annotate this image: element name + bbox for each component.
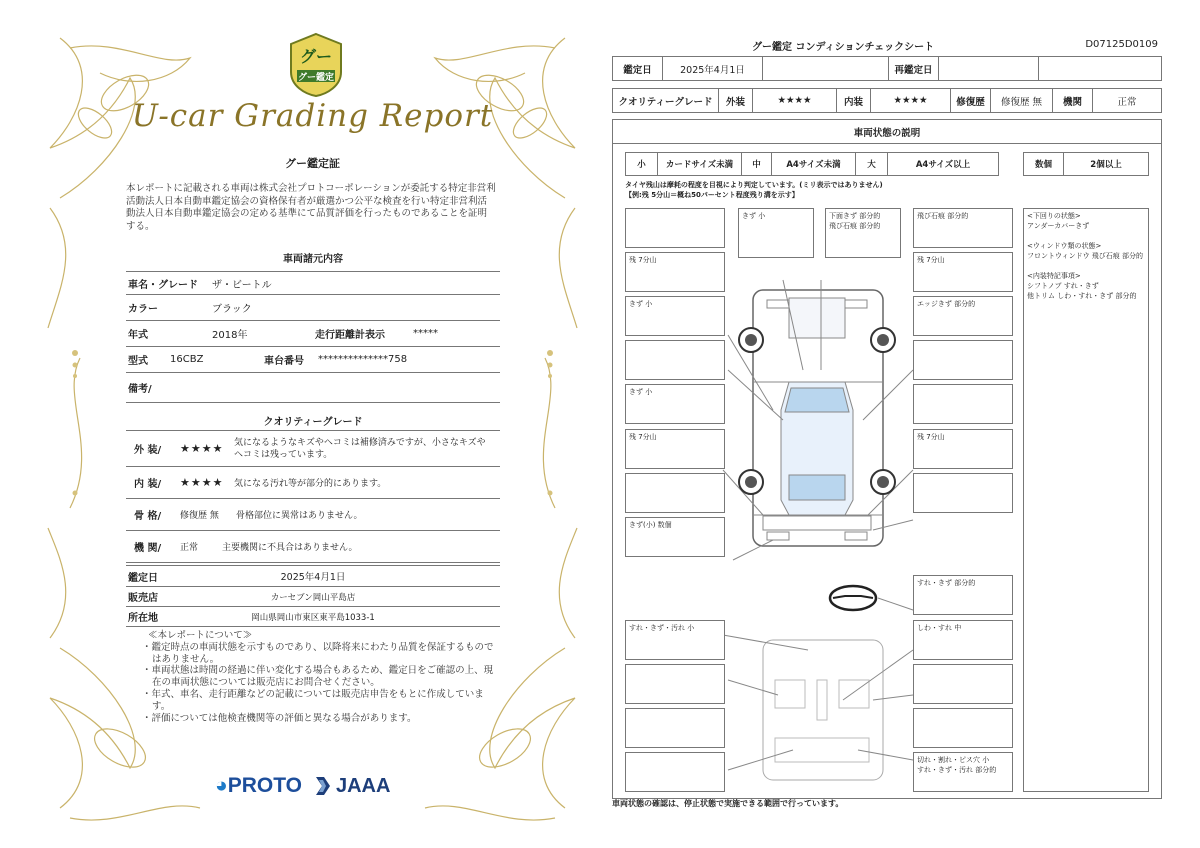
damage-box-left: 残 7分山 — [625, 252, 725, 292]
interior-box-left: すれ・きず・汚れ 小 — [625, 620, 725, 660]
damage-box-top: 飛び石痕 部分的 — [913, 208, 1013, 248]
damage-box-left — [625, 208, 725, 248]
type-value: 16CBZ — [170, 354, 204, 365]
engine-value: 正常 — [180, 543, 199, 553]
size-large-desc: A4サイズ以上 — [915, 160, 971, 170]
year-label: 年式 — [128, 330, 148, 341]
mileage-value: ***** — [413, 328, 438, 339]
reinspect-date-label: 再鑑定日 — [889, 57, 939, 80]
int-stars: ★★★★ — [871, 89, 951, 112]
reinspect-date-blank — [1039, 57, 1161, 80]
damage-box-right — [913, 340, 1013, 380]
size-small-desc: カードサイズ未満 — [658, 153, 742, 175]
sheet-footer: 車両状態の確認は、停止状態で実施できる範囲で行っています。 — [612, 799, 844, 808]
address-row — [126, 607, 500, 627]
sheet-title: グー鑑定 コンディションチェックシート — [752, 42, 935, 53]
exterior-label: 外 装/ — [134, 445, 162, 456]
count-desc: 2個以上 — [1090, 160, 1122, 170]
interior-box-left — [625, 708, 725, 748]
shop-row — [126, 587, 500, 607]
notes-heading: ≪本レポートについて≫ — [148, 630, 253, 641]
engine-label: 機関 — [1053, 89, 1093, 112]
tire-note-2: 【例:残 5分山＝概ね50パーセント程度残り溝を示す】 — [625, 191, 799, 199]
inspect-date-value: 2025年4月1日 — [663, 57, 763, 80]
frame-row — [126, 499, 500, 531]
damage-box-right — [913, 384, 1013, 424]
dates-table — [612, 56, 1162, 81]
damage-box-right: 残 7分山 — [913, 429, 1013, 469]
inspection-date-row — [126, 565, 500, 587]
goo-kantei-badge-icon — [287, 32, 345, 98]
note-item: ・車両状態は時間の経過に伴い変化する場合もあるため、鑑定日をご確認の上、現在の車両状態については販売店にお問合せください。 — [142, 665, 494, 689]
damage-box-left: 残 7分山 — [625, 429, 725, 469]
model-label: 車名・グレード — [128, 279, 198, 291]
size-mid-label: 中 — [742, 153, 772, 175]
footer-logos — [215, 771, 415, 801]
ext-stars: ★★★★ — [753, 89, 837, 112]
condition-heading: 車両状態の説明 — [613, 120, 1161, 144]
jaaa-logo-text: JAAA — [335, 774, 391, 797]
inspect-date-label: 鑑定日 — [613, 57, 663, 80]
reinspect-date-value — [939, 57, 1039, 80]
proto-logo-text: PROTO — [227, 774, 302, 797]
chassis-value: **************758 — [318, 354, 408, 365]
sheet-code: D07125D0109 — [1085, 39, 1158, 50]
engine-desc: 主要機関に不具合はありません。 — [222, 543, 358, 553]
proto-logo — [215, 774, 302, 798]
inspection-date-label: 鑑定日 — [128, 572, 158, 584]
remarks-row — [126, 373, 500, 403]
color-row — [126, 295, 500, 321]
engine-label: 機 関/ — [134, 543, 162, 554]
jaaa-mark-icon — [314, 775, 332, 797]
size-mid-desc: A4サイズ未満 — [772, 153, 856, 175]
address-value: 岡山県岡山市東区東平島1033-1 — [251, 612, 375, 623]
exterior-stars: ★★★★ — [180, 442, 224, 455]
color-label: カラー — [128, 304, 158, 315]
damage-box-top: 下面きず 部分的 飛び石痕 部分的 — [825, 208, 901, 258]
inspect-date-blank — [763, 57, 889, 80]
damage-box-left: きず(小) 数個 — [625, 517, 725, 557]
interior-box-left — [625, 664, 725, 704]
repair-value: 修復歴 無 — [991, 89, 1053, 112]
report-notes — [140, 630, 500, 724]
note-item: ・評価については他検査機関等の評価と異なる場合があります。 — [142, 712, 417, 724]
grade-table — [612, 88, 1162, 113]
size-small-label: 小 — [626, 153, 658, 175]
remarks-label: 備考/ — [128, 384, 152, 395]
frame-desc: 骨格部位に異常はありません。 — [236, 511, 363, 521]
damage-box-left — [625, 473, 725, 513]
interior-box-right — [913, 708, 1013, 748]
specs-heading: 車両諸元内容 — [283, 254, 343, 265]
model-value: ザ・ビートル — [212, 279, 272, 291]
damage-box-right: エッジきず 部分的 — [913, 296, 1013, 336]
note-item: ・鑑定時点の車両状態を示すものであり、以降将来にわたり品質を保証するものではありません。 — [142, 641, 494, 665]
report-title: U-car Grading Report — [131, 98, 494, 134]
repair-label: 修復歴 — [951, 89, 991, 112]
grading-certificate — [40, 28, 585, 828]
chassis-label: 車台番号 — [264, 356, 304, 367]
address-label: 所在地 — [128, 613, 158, 624]
frame-value: 修復歴 無 — [180, 511, 219, 521]
jaaa-logo — [314, 775, 390, 798]
damage-box-right: 残 7分山 — [913, 252, 1013, 292]
int-label: 内装 — [837, 89, 871, 112]
interior-stars: ★★★★ — [180, 476, 224, 489]
exterior-desc: 気になるようなキズやヘコミは補修済みですが、小さなキズやヘコミは残っています。 — [234, 437, 486, 460]
frame-label: 骨 格/ — [134, 511, 162, 522]
certificate-subtitle: グー鑑定証 — [285, 157, 340, 170]
interior-desc: 気になる汚れ等が部分的にあります。 — [234, 479, 387, 489]
proto-mark-icon: ◕ — [215, 774, 228, 797]
grade-label: クオリティーグレード — [613, 89, 719, 112]
engine-row — [126, 531, 500, 563]
interior-label: 内 装/ — [134, 479, 162, 490]
mileage-label: 走行距離計表示 — [315, 330, 385, 341]
year-value: 2018年 — [212, 330, 248, 341]
year-row — [126, 321, 500, 347]
engine-value: 正常 — [1117, 96, 1137, 108]
interior-box-right: 切れ・割れ・ピス穴 小 すれ・きず・汚れ 部分的 — [913, 752, 1013, 792]
steering-damage-box: すれ・きず 部分的 — [913, 575, 1013, 615]
interior-row — [126, 467, 500, 499]
badge-text: グー鑑定 — [297, 73, 335, 83]
certificate-intro: 本レポートに記載される車両は株式会社プロトコーポレーションが委託する特定非営利活動法人日本自動車鑑定協会の資格保有者が厳選かつ公平な検査を行い特定非営利活動法人日本自動車鑑定協会の定める基準にて品質評価を行ったものであることを証明する。 — [126, 183, 496, 232]
damage-box-left: きず 小 — [625, 296, 725, 336]
note-item: ・年式、車名、走行距離などの記載については販売店申告をもとに作成しています。 — [142, 688, 484, 712]
ext-label: 外装 — [719, 89, 753, 112]
tire-note-1: タイヤ残山は摩耗の程度を目視により判定しています。(ミリ表示ではありません) — [625, 181, 883, 189]
svg-text:グー: グー — [299, 47, 333, 66]
inspection-date-value: 2025年4月1日 — [280, 572, 346, 583]
damage-box-left: きず 小 — [625, 384, 725, 424]
color-value: ブラック — [212, 304, 252, 315]
shop-label: 販売店 — [128, 593, 158, 604]
damage-box-right — [913, 473, 1013, 513]
interior-box-right — [913, 664, 1013, 704]
type-row — [126, 347, 500, 373]
exterior-row — [126, 430, 500, 467]
model-row — [126, 271, 500, 295]
count-label: 数個 — [1024, 153, 1064, 175]
size-large-label: 大 — [856, 153, 888, 175]
damage-box-top: きず 小 — [738, 208, 814, 258]
interior-box-left — [625, 752, 725, 792]
type-label: 型式 — [128, 356, 148, 367]
grade-heading: クオリティーグレード — [263, 417, 363, 428]
damage-box-left — [625, 340, 725, 380]
shop-value: カーセブン岡山平島店 — [270, 592, 356, 603]
interior-box-right: しわ・すれ 中 — [913, 620, 1013, 660]
special-notes: <下回りの状態> アンダーカバーきず <ウィンドウ類の状態> フロントウィンドウ 飛び石痕 部分的 <内装特記事項> シフトノブ すれ・きず 他トリム しわ・すれ・きず 部分的 — [1023, 208, 1149, 792]
condition-panel — [612, 119, 1162, 799]
condition-check-sheet — [612, 36, 1164, 812]
